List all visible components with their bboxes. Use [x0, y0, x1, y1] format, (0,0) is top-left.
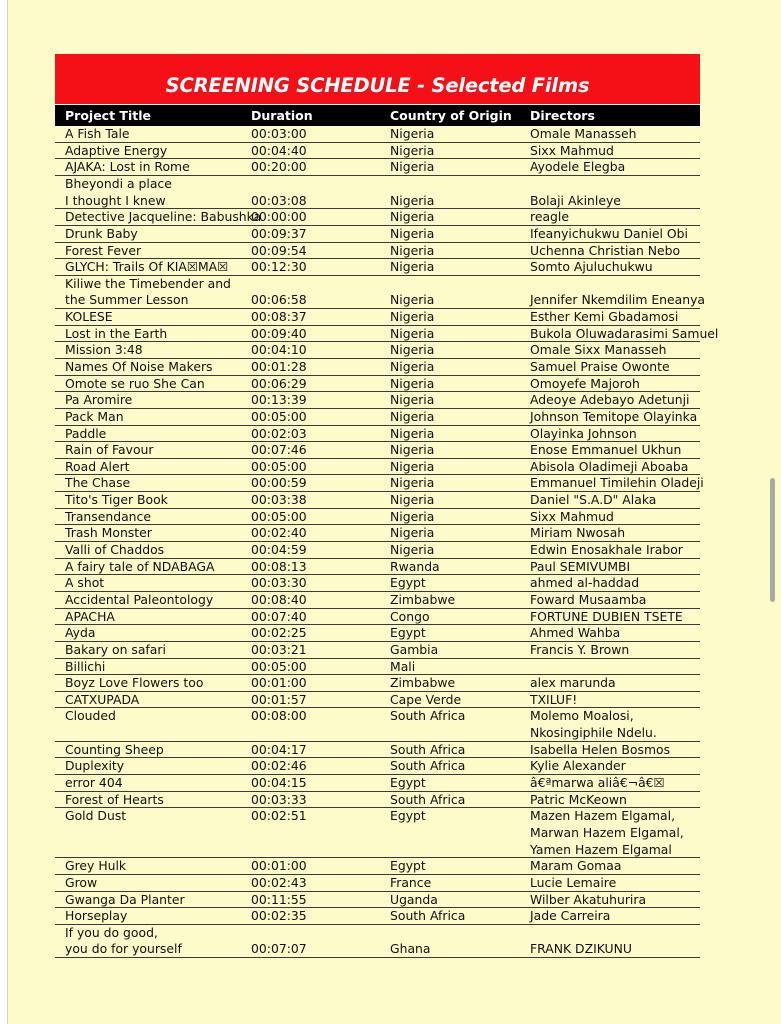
row-title: Trash Monster [65, 525, 152, 541]
row-duration: 00:05:00 [251, 408, 307, 424]
row-duration: 00:11:55 [251, 891, 307, 907]
table-row [55, 858, 700, 875]
table-row [55, 625, 700, 642]
row-title: CATXUPADA [65, 691, 140, 707]
row-title: A shot [65, 575, 105, 591]
table-row [55, 176, 700, 209]
row-director: Ayodele Elegba [530, 159, 626, 175]
row-director: Samuel Praise Owonte [530, 359, 670, 374]
row-title: Names Of Noise Makers [65, 359, 213, 374]
header-country: Country of Origin [390, 108, 512, 123]
row-duration: 00:00:00 [251, 209, 307, 225]
table-row [55, 259, 700, 276]
row-director: FORTUNE DUBIEN TSETE [530, 608, 683, 624]
table-row [55, 675, 700, 692]
row-director: Molemo Moalosi, [530, 708, 634, 724]
row-title: Forest of Hearts [65, 791, 164, 807]
row-title: Pa Aromire [65, 392, 133, 408]
row-director: Paul SEMIVUMBI [530, 558, 631, 574]
row-director: Wilber Akatuhurira [530, 891, 647, 907]
row-director: FRANK DZIKUNU [530, 941, 632, 957]
row-title: Duplexity [65, 758, 125, 774]
row-director: alex marunda [530, 675, 616, 691]
row-director: Yamen Hazem Elgamal [530, 841, 672, 857]
table-row [55, 559, 700, 576]
row-director: Somto Ajuluchukwu [530, 259, 653, 275]
row-title: Adaptive Energy [65, 142, 168, 158]
table-row [55, 475, 704, 492]
schedule-banner [55, 54, 700, 104]
row-title: Counting Sheep [65, 741, 164, 757]
row-director: Omoyefe Majoroh [530, 375, 640, 391]
row-director: Adeoye Adebayo Adetunji [530, 392, 690, 408]
row-duration: 00:04:40 [251, 142, 307, 158]
table-row [55, 209, 700, 226]
row-country: Nigeria [390, 292, 435, 308]
row-duration: 00:02:43 [251, 874, 307, 890]
row-title: KOLESE [65, 309, 113, 325]
row-country: Congo [390, 608, 430, 624]
row-country: Nigeria [390, 425, 435, 441]
row-title: Gwanga Da Planter [65, 891, 185, 907]
row-title: Accidental Paleontology [65, 591, 214, 607]
table-row [55, 642, 700, 659]
row-country: Nigeria [390, 225, 435, 241]
row-country: Nigeria [390, 542, 435, 558]
table-row [55, 126, 700, 143]
row-duration: 00:09:40 [251, 325, 307, 341]
row-duration: 00:04:17 [251, 741, 307, 757]
schedule-table [55, 126, 719, 958]
row-duration: 00:08:13 [251, 558, 307, 574]
row-title: error 404 [65, 775, 123, 791]
row-country: Nigeria [390, 159, 435, 175]
row-duration: 00:02:35 [251, 908, 307, 924]
table-row [55, 692, 700, 709]
row-title: Billichi [65, 658, 106, 674]
row-country: Gambia [390, 641, 439, 657]
table-row [55, 243, 700, 260]
row-title: Grow [65, 874, 98, 890]
row-country: Nigeria [390, 242, 435, 258]
row-duration: 00:07:40 [251, 608, 307, 624]
row-duration: 00:07:46 [251, 442, 307, 458]
row-duration: 00:02:51 [251, 808, 307, 824]
row-director: Sixx Mahmud [530, 508, 614, 524]
row-title: GLYCH: Trails Of KIA☒MA☒ [65, 259, 229, 275]
row-duration: 00:13:39 [251, 392, 307, 408]
row-duration: 00:08:37 [251, 309, 307, 325]
row-title: Horseplay [65, 908, 128, 924]
row-duration: 00:05:00 [251, 458, 307, 474]
row-country: South Africa [390, 758, 466, 774]
row-country: Nigeria [390, 408, 435, 424]
row-country: Egypt [390, 808, 426, 824]
row-duration: 00:07:07 [251, 941, 307, 957]
table-row [55, 342, 700, 359]
row-country: Rwanda [390, 558, 440, 574]
row-country: Nigeria [390, 392, 435, 408]
row-country: Nigeria [390, 209, 435, 225]
row-duration: 00:01:00 [251, 858, 307, 874]
row-duration: 00:02:25 [251, 625, 307, 641]
row-country: South Africa [390, 708, 466, 724]
table-row [55, 376, 700, 393]
table-row [55, 808, 700, 858]
row-duration: 00:12:30 [251, 259, 307, 275]
row-title: Transendance [65, 508, 151, 524]
row-director: Enose Emmanuel Ukhun [530, 442, 682, 458]
row-duration: 00:03:33 [251, 791, 307, 807]
row-country: Nigeria [390, 192, 435, 208]
row-country: Nigeria [390, 142, 435, 158]
row-country: Nigeria [390, 259, 435, 275]
row-director: Jennifer Nkemdilim Eneanya [530, 292, 706, 308]
row-duration: 00:06:29 [251, 375, 307, 391]
row-duration: 00:03:30 [251, 575, 307, 591]
row-duration: 00:04:10 [251, 342, 307, 358]
row-director: ahmed al-haddad [530, 575, 640, 591]
row-country: Nigeria [390, 508, 435, 524]
row-title: Drunk Baby [65, 225, 138, 241]
table-row [55, 792, 700, 809]
table-row [55, 875, 700, 892]
table-row [55, 925, 700, 958]
row-country: Ghana [390, 941, 431, 957]
row-director: Lucie Lemaire [530, 874, 617, 890]
row-director: Jade Carreira [530, 908, 611, 924]
table-row [55, 159, 700, 176]
row-duration: 00:05:00 [251, 658, 307, 674]
table-row [55, 575, 700, 592]
row-country: Nigeria [390, 342, 435, 358]
table-row [55, 392, 700, 409]
row-title: Gold Dust [65, 808, 127, 824]
row-duration: 00:09:54 [251, 242, 307, 258]
row-duration: 00:20:00 [251, 159, 307, 175]
row-country: Nigeria [390, 525, 435, 541]
row-title: If you do good, [65, 924, 158, 940]
row-director: Patric McKeown [530, 791, 627, 807]
row-director: â€ªmarwa aliâ€¬â€☒ [530, 775, 665, 791]
row-title: Pack Man [65, 408, 124, 424]
row-director: Marwan Hazem Elgamal, [530, 824, 684, 840]
row-country: Nigeria [390, 475, 435, 491]
header-project-title: Project Title [65, 108, 151, 123]
row-title: Grey Hulk [65, 858, 127, 874]
table-header [55, 105, 700, 126]
row-duration: 00:03:00 [251, 126, 307, 141]
row-director: Olayinka Johnson [530, 425, 637, 441]
row-title: Road Alert [65, 458, 130, 474]
page-edge [0, 0, 8, 1024]
row-director: Omale Sixx Manasseh [530, 342, 667, 358]
row-director: Sixx Mahmud [530, 142, 614, 158]
row-title: Lost in the Earth [65, 325, 168, 341]
row-title: I thought I knew [65, 192, 166, 208]
table-row [55, 275, 706, 309]
row-duration: 00:01:00 [251, 675, 307, 691]
row-duration: 00:04:15 [251, 775, 307, 791]
row-duration: 00:03:21 [251, 641, 307, 657]
row-director: Uchenna Christian Nebo [530, 242, 681, 258]
row-country: Zimbabwe [390, 675, 456, 691]
table-row [55, 525, 700, 542]
table-row [55, 592, 700, 609]
table-row [55, 426, 700, 443]
row-director: reagle [530, 209, 569, 225]
header-duration: Duration [251, 108, 313, 123]
row-duration: 00:02:46 [251, 758, 307, 774]
row-director: Ifeanyichukwu Daniel Obi [530, 225, 688, 241]
row-title: Paddle [65, 425, 107, 441]
row-title: A fairy tale of NDABAGA [65, 558, 215, 574]
row-director: Bukola Oluwadarasimi Samuel [530, 325, 719, 341]
row-title: Bheyondi a place [65, 175, 172, 191]
row-country: Cape Verde [390, 691, 462, 707]
row-director: Mazen Hazem Elgamal, [530, 808, 676, 824]
row-country: Nigeria [390, 458, 435, 474]
table-row [55, 659, 700, 676]
table-row [55, 409, 700, 426]
row-country: Nigeria [390, 442, 435, 458]
table-row [55, 226, 700, 243]
row-title: Valli of Chaddos [65, 542, 165, 558]
row-duration: 00:05:00 [251, 508, 307, 524]
row-title: Omote se ruo She Can [65, 375, 205, 391]
row-director: Ahmed Wahba [530, 625, 621, 641]
row-title: The Chase [65, 475, 131, 491]
banner-title: SCREENING SCHEDULE - Selected Films [165, 74, 590, 97]
row-director: Abisola Oladimeji Aboaba [530, 458, 689, 474]
row-country: Egypt [390, 625, 426, 641]
row-title: Ayda [65, 625, 96, 641]
row-director: Bolaji Akinleye [530, 192, 621, 208]
row-country: Nigeria [390, 325, 435, 341]
row-country: Nigeria [390, 359, 435, 374]
row-duration: 00:00:59 [251, 475, 307, 491]
row-duration: 00:03:08 [251, 192, 307, 208]
row-country: Nigeria [390, 375, 435, 391]
row-title: Rain of Favour [65, 442, 154, 458]
table-row [55, 509, 700, 526]
row-country: Egypt [390, 775, 426, 791]
row-country: South Africa [390, 791, 466, 807]
row-director: TXILUF! [530, 691, 578, 707]
table-row [55, 892, 700, 909]
header-directors: Directors [530, 108, 595, 123]
table-row [55, 609, 700, 626]
row-title: Bakary on safari [65, 641, 166, 657]
row-country: South Africa [390, 741, 466, 757]
row-country: Nigeria [390, 309, 435, 325]
row-title: Forest Fever [65, 242, 142, 258]
row-title: Kiliwe the Timebender and [65, 275, 231, 291]
row-director: Emmanuel Timilehin Oladeji [530, 475, 704, 491]
row-title: you do for yourself [65, 941, 182, 957]
row-title: AJAKA: Lost in Rome [65, 159, 190, 175]
row-duration: 00:03:38 [251, 492, 307, 508]
row-director: Francis Y. Brown [530, 641, 630, 657]
table-row [55, 359, 700, 376]
row-title: Clouded [65, 708, 116, 724]
row-director: Isabella Helen Bosmos [530, 741, 671, 757]
row-director: Omale Manasseh [530, 126, 637, 141]
row-director: Edwin Enosakhale Irabor [530, 542, 683, 558]
row-country: France [390, 874, 432, 890]
table-row [55, 775, 700, 792]
row-title: Boyz Love Flowers too [65, 675, 204, 691]
row-country: South Africa [390, 908, 466, 924]
table-row [55, 758, 700, 775]
row-director: Kylie Alexander [530, 758, 626, 774]
table-row [55, 459, 700, 476]
table-row [55, 442, 700, 459]
table-row [55, 325, 719, 343]
row-director: Johnson Temitope Olayinka [530, 408, 698, 424]
row-country: Nigeria [390, 492, 435, 508]
table-row [55, 492, 700, 509]
row-director: Foward Musaamba [530, 591, 647, 607]
row-director: Esther Kemi Gbadamosi [530, 309, 679, 325]
row-country: Zimbabwe [390, 591, 456, 607]
row-duration: 00:01:28 [251, 359, 307, 374]
row-duration: 00:06:58 [251, 292, 307, 308]
row-duration: 00:02:40 [251, 525, 307, 541]
row-country: Uganda [390, 891, 438, 907]
row-title: APACHA [65, 608, 115, 624]
table-row [55, 908, 700, 925]
row-country: Egypt [390, 858, 426, 874]
row-country: Mali [390, 658, 416, 674]
row-director: Maram Gomaa [530, 858, 622, 874]
row-title: A Fish Tale [65, 126, 130, 141]
row-director: Miriam Nwosah [530, 525, 626, 541]
scrollbar[interactable] [770, 478, 775, 602]
row-duration: 00:04:59 [251, 542, 307, 558]
row-director: Nkosingiphile Ndelu. [530, 725, 657, 741]
row-country: Egypt [390, 575, 426, 591]
table-row [55, 708, 700, 741]
row-duration: 00:08:40 [251, 591, 307, 607]
row-title: Tito's Tiger Book [65, 492, 168, 508]
row-title: Mission 3:48 [65, 342, 143, 358]
table-row [55, 309, 700, 326]
row-duration: 00:02:03 [251, 425, 307, 441]
row-title: the Summer Lesson [65, 292, 189, 308]
row-title: Detective Jacqueline: Babushka [65, 209, 262, 225]
row-country: Nigeria [390, 126, 435, 141]
row-duration: 00:01:57 [251, 691, 307, 707]
table-row [55, 143, 700, 160]
table-row [55, 742, 700, 759]
row-duration: 00:08:00 [251, 708, 307, 724]
table-row [55, 542, 700, 559]
row-director: Daniel "S.A.D" Alaka [530, 492, 657, 508]
row-duration: 00:09:37 [251, 225, 307, 241]
